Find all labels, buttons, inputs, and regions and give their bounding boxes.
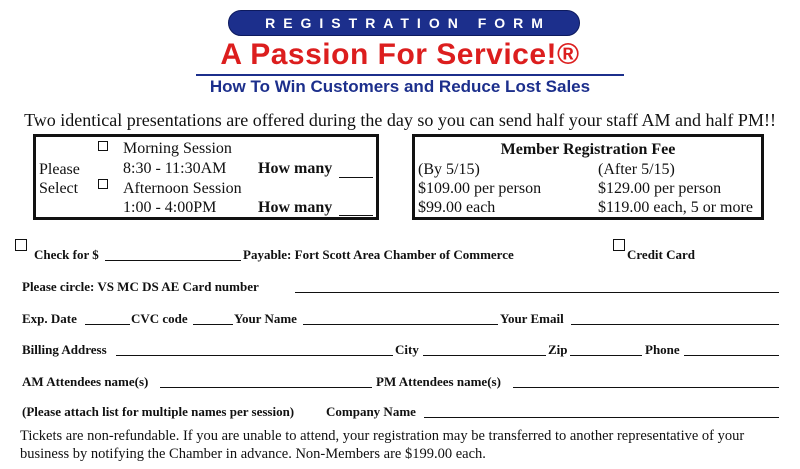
- city-label: City: [395, 342, 419, 357]
- your-name-field[interactable]: [303, 324, 498, 325]
- exp-date-field[interactable]: [85, 324, 130, 325]
- company-name-field[interactable]: [424, 417, 779, 418]
- fee-late-per-person: $129.00 per person: [598, 180, 722, 197]
- city-field[interactable]: [423, 355, 546, 356]
- morning-how-many-label: How many: [258, 160, 333, 177]
- pm-attendees-label: PM Attendees name(s): [376, 374, 501, 389]
- afternoon-session-label: Afternoon Session: [123, 180, 242, 197]
- zip-field[interactable]: [570, 355, 642, 356]
- fee-early-per-person: $109.00 per person: [418, 180, 542, 197]
- am-attendees-label: AM Attendees name(s): [22, 374, 149, 389]
- zip-label: Zip: [548, 342, 568, 357]
- fee-early-group: $99.00 each: [418, 199, 496, 216]
- cvc-label: CVC code: [131, 311, 188, 326]
- afternoon-how-many-label: How many: [258, 199, 333, 216]
- cvc-field[interactable]: [193, 324, 233, 325]
- card-type-label: Please circle: VS MC DS AE Card number: [22, 279, 259, 294]
- phone-field[interactable]: [684, 355, 779, 356]
- your-email-field[interactable]: [571, 324, 779, 325]
- please-label: Please: [39, 161, 80, 178]
- am-attendees-field[interactable]: [160, 387, 372, 388]
- intro-text: Two identical presentations are offered during the day so you can send half your staff AM and half PM!!: [24, 110, 776, 130]
- check-payment-checkbox[interactable]: [15, 239, 27, 251]
- morning-session-time: 8:30 - 11:30AM: [123, 160, 227, 177]
- fee-late-heading: (After 5/15): [598, 161, 675, 178]
- session-select-box: [33, 134, 379, 220]
- your-email-label: Your Email: [500, 311, 564, 326]
- page-title: A Passion For Service!®: [220, 38, 580, 71]
- billing-address-field[interactable]: [116, 355, 393, 356]
- pm-attendees-field[interactable]: [513, 387, 779, 388]
- check-for-label: Check for $: [34, 247, 99, 262]
- fee-box: [412, 134, 764, 220]
- credit-card-label: Credit Card: [627, 247, 696, 262]
- morning-session-label: Morning Session: [123, 140, 232, 157]
- afternoon-session-time: 1:00 - 4:00PM: [123, 199, 217, 216]
- credit-card-checkbox[interactable]: [613, 239, 625, 251]
- attach-list-note: (Please attach list for multiple names per session): [22, 404, 295, 419]
- phone-label: Phone: [645, 342, 680, 357]
- check-amount-field[interactable]: [105, 260, 241, 261]
- morning-how-many-field[interactable]: [339, 177, 373, 178]
- title-divider: [196, 74, 624, 76]
- select-label: Select: [39, 180, 79, 197]
- afternoon-session-checkbox[interactable]: [98, 179, 108, 189]
- card-number-field[interactable]: [295, 292, 779, 293]
- refund-policy-text: Tickets are non-refundable. If you are unable to attend, your registration may be transferred to another representative of your business by notifying the Chamber in advance. Non-Members are $199.00 each.: [20, 428, 745, 462]
- form-banner: REGISTRATION FORM: [228, 10, 580, 36]
- fee-early-heading: (By 5/15): [418, 161, 480, 178]
- afternoon-how-many-field[interactable]: [339, 215, 373, 216]
- morning-session-checkbox[interactable]: [98, 141, 108, 151]
- fee-late-group: $119.00 each, 5 or more: [598, 199, 753, 216]
- exp-date-label: Exp. Date: [22, 311, 77, 326]
- billing-address-label: Billing Address: [22, 342, 107, 357]
- fee-title: Member Registration Fee: [500, 141, 676, 158]
- page-subtitle: How To Win Customers and Reduce Lost Sales: [209, 77, 591, 96]
- your-name-label: Your Name: [234, 311, 297, 326]
- payable-label: Payable: Fort Scott Area Chamber of Commerce: [243, 247, 514, 262]
- company-name-label: Company Name: [326, 404, 416, 419]
